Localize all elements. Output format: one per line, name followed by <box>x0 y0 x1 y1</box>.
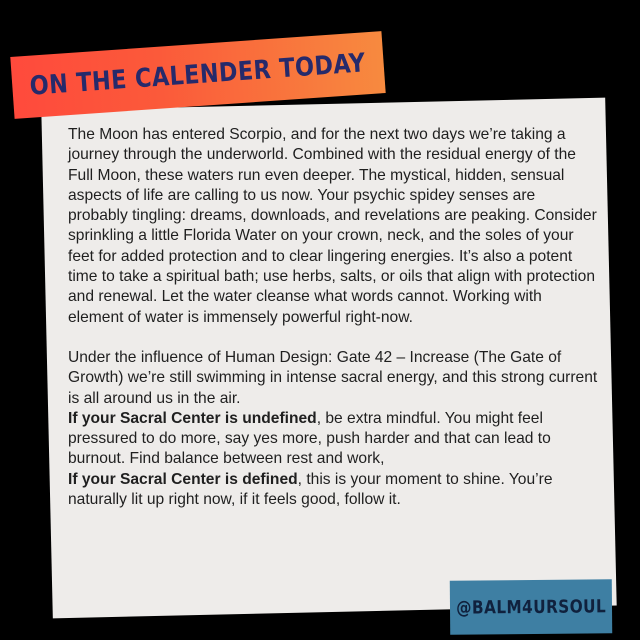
paragraph-spacer <box>68 328 598 348</box>
post-body <box>68 125 598 510</box>
social-handle-badge <box>450 579 612 634</box>
social-handle: @BALM4URSOUL <box>455 595 607 619</box>
sacral-undefined-text: , be extra mindful. You might feel pressured to do more, say yes more, push harder and that can lead to burnout. Find balance between rest and work, <box>68 409 551 468</box>
body-paragraph-sacral-undefined <box>68 409 598 470</box>
sacral-defined-text: , this is your moment to shine. You’re naturally lit up right now, if it feels good, follow it. <box>68 470 553 509</box>
sacral-undefined-heading: If your Sacral Center is undefined <box>68 409 317 427</box>
body-paragraph-sacral-defined <box>68 470 598 511</box>
body-paragraph-moon: The Moon has entered Scorpio, and for the next two days we’re taking a journey through the underworld. Combined with the residual energy of the Full Moon, these waters run even deeper. The mystical, hidden, sensual aspects of life are calling to us now. Your psychic spidey senses are probably tingling: dreams, downloads, and revelations are peaking. Consider sprinkling a little Florida Water on your crown, neck, and the soles of your feet for added protection and to clear lingering energies. It’s also a potent time to take a spiritual bath; use herbs, salts, or oils that align with protection and renewal. Let the water cleanse what words cannot. Working with element of water is immensely powerful right-now. <box>68 126 597 326</box>
banner-title: ON THE CALENDER TODAY <box>29 48 367 102</box>
sacral-defined-heading: If your Sacral Center is defined <box>68 470 298 488</box>
body-paragraph-human-design: Under the influence of Human Design: Gate 42 – Increase (The Gate of Growth) we’re still swimming in intense sacral energy, and this strong current is all around us in the air. <box>68 348 598 407</box>
